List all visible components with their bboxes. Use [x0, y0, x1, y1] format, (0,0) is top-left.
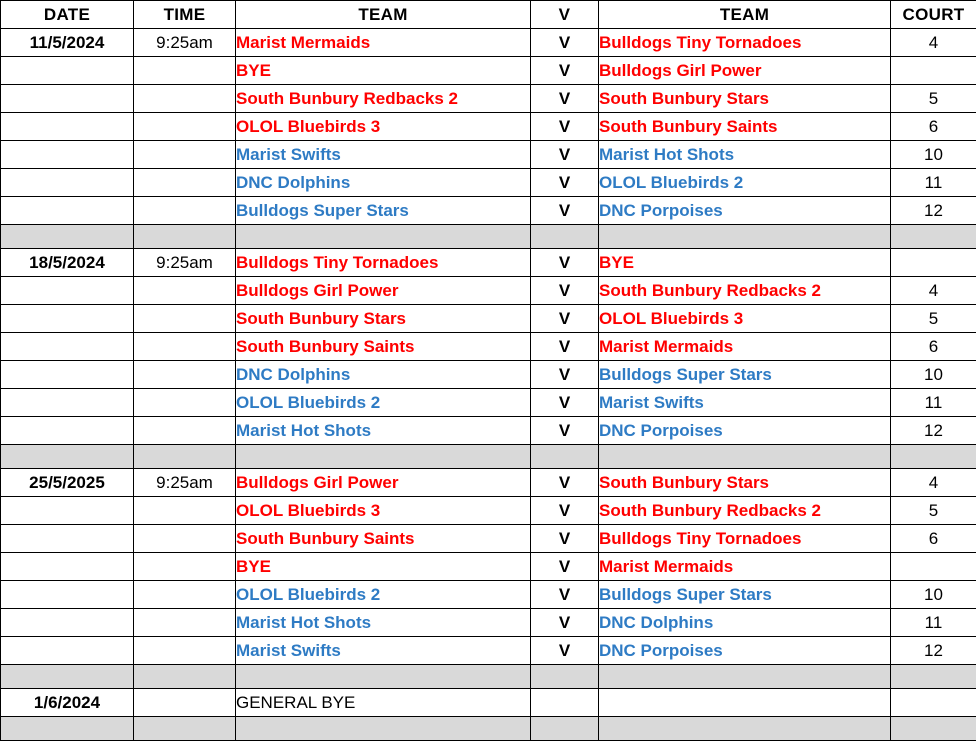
- cell-team-2: South Bunbury Stars: [599, 85, 891, 113]
- cell-versus: V: [531, 85, 599, 113]
- cell-court: 4: [891, 469, 976, 497]
- table-row: [1, 469, 976, 497]
- spacer-cell: [134, 445, 236, 469]
- cell-team-2: Marist Hot Shots: [599, 141, 891, 169]
- column-header-time: TIME: [134, 1, 236, 29]
- spacer-cell: [1, 445, 134, 469]
- cell-team-2: Bulldogs Tiny Tornadoes: [599, 29, 891, 57]
- table-row: [1, 389, 976, 417]
- table-row: [1, 333, 976, 361]
- cell-team-2: Bulldogs Super Stars: [599, 581, 891, 609]
- spacer-cell: [531, 665, 599, 689]
- cell-time: [134, 553, 236, 581]
- cell-date: [1, 141, 134, 169]
- spacer-cell: [236, 225, 531, 249]
- cell-versus: V: [531, 469, 599, 497]
- cell-versus: V: [531, 249, 599, 277]
- spacer-row: [1, 665, 976, 689]
- cell-team-2: Marist Mermaids: [599, 553, 891, 581]
- cell-team-2: South Bunbury Saints: [599, 113, 891, 141]
- cell-time: [134, 609, 236, 637]
- cell-versus: V: [531, 361, 599, 389]
- spacer-row: [1, 445, 976, 469]
- cell-date: [1, 333, 134, 361]
- cell-team-1: Marist Swifts: [236, 141, 531, 169]
- cell-versus: V: [531, 169, 599, 197]
- spacer-row: [1, 225, 976, 249]
- cell-team-2: DNC Porpoises: [599, 637, 891, 665]
- cell-court: 5: [891, 85, 976, 113]
- cell-versus: V: [531, 609, 599, 637]
- cell-versus: V: [531, 417, 599, 445]
- cell-time: [134, 141, 236, 169]
- cell-team-2: DNC Porpoises: [599, 197, 891, 225]
- spacer-cell: [599, 717, 891, 741]
- cell-court: 4: [891, 29, 976, 57]
- cell-versus: V: [531, 29, 599, 57]
- cell-versus: V: [531, 553, 599, 581]
- spacer-cell: [891, 445, 976, 469]
- cell-date: 11/5/2024: [1, 29, 134, 57]
- cell-time: [134, 305, 236, 333]
- column-header-court: COURT: [891, 1, 976, 29]
- cell-court: 11: [891, 609, 976, 637]
- spacer-cell: [1, 717, 134, 741]
- cell-court: 5: [891, 497, 976, 525]
- table-row: [1, 57, 976, 85]
- table-row: [1, 609, 976, 637]
- cell-time: [134, 57, 236, 85]
- cell-time: [134, 169, 236, 197]
- cell-court: 11: [891, 389, 976, 417]
- cell-team-1: Bulldogs Tiny Tornadoes: [236, 249, 531, 277]
- cell-note: GENERAL BYE: [236, 689, 531, 717]
- table-row: [1, 29, 976, 57]
- cell-team-2: Bulldogs Super Stars: [599, 361, 891, 389]
- cell-time: [134, 581, 236, 609]
- cell-versus: V: [531, 497, 599, 525]
- cell-date: [1, 581, 134, 609]
- cell-date: [1, 417, 134, 445]
- spacer-cell: [236, 717, 531, 741]
- cell-time: [134, 277, 236, 305]
- table-row: [1, 305, 976, 333]
- cell-team-1: South Bunbury Saints: [236, 333, 531, 361]
- table-row: [1, 497, 976, 525]
- cell-date: [1, 553, 134, 581]
- spacer-cell: [891, 665, 976, 689]
- cell-court: [891, 57, 976, 85]
- cell-team-1: BYE: [236, 553, 531, 581]
- cell-versus: V: [531, 305, 599, 333]
- cell-team-2: Marist Mermaids: [599, 333, 891, 361]
- spacer-cell: [891, 717, 976, 741]
- cell-time: [134, 637, 236, 665]
- column-header-versus: V: [531, 1, 599, 29]
- cell-team-1: Marist Hot Shots: [236, 609, 531, 637]
- cell-team-1: OLOL Bluebirds 2: [236, 389, 531, 417]
- cell-date: 1/6/2024: [1, 689, 134, 717]
- spacer-cell: [1, 225, 134, 249]
- cell-versus: [531, 689, 599, 717]
- table-row: [1, 113, 976, 141]
- table-row: [1, 249, 976, 277]
- cell-team-2: South Bunbury Redbacks 2: [599, 497, 891, 525]
- cell-time: [134, 417, 236, 445]
- column-header-team-1: TEAM: [236, 1, 531, 29]
- cell-court: 11: [891, 169, 976, 197]
- table-row: [1, 85, 976, 113]
- cell-date: [1, 389, 134, 417]
- table-header: [1, 1, 976, 29]
- table-row: [1, 197, 976, 225]
- table-row: [1, 525, 976, 553]
- cell-date: [1, 169, 134, 197]
- cell-team-1: Bulldogs Girl Power: [236, 277, 531, 305]
- cell-date: [1, 57, 134, 85]
- cell-team-1: OLOL Bluebirds 2: [236, 581, 531, 609]
- table-row: [1, 417, 976, 445]
- spacer-cell: [531, 225, 599, 249]
- cell-team-2: BYE: [599, 249, 891, 277]
- table-row: [1, 553, 976, 581]
- cell-court: 6: [891, 113, 976, 141]
- cell-team-2: OLOL Bluebirds 2: [599, 169, 891, 197]
- cell-team-2: DNC Porpoises: [599, 417, 891, 445]
- cell-time: 9:25am: [134, 249, 236, 277]
- cell-team-1: DNC Dolphins: [236, 361, 531, 389]
- cell-date: [1, 637, 134, 665]
- table-row: [1, 141, 976, 169]
- cell-date: [1, 113, 134, 141]
- cell-court: 4: [891, 277, 976, 305]
- cell-versus: V: [531, 637, 599, 665]
- spacer-cell: [531, 445, 599, 469]
- spacer-cell: [236, 665, 531, 689]
- cell-versus: V: [531, 581, 599, 609]
- cell-team-1: DNC Dolphins: [236, 169, 531, 197]
- cell-court: 6: [891, 333, 976, 361]
- cell-court: 5: [891, 305, 976, 333]
- header-row: [1, 1, 976, 29]
- table-row: [1, 637, 976, 665]
- spacer-cell: [599, 665, 891, 689]
- cell-date: [1, 305, 134, 333]
- cell-team-2: Bulldogs Girl Power: [599, 57, 891, 85]
- cell-team-1: South Bunbury Stars: [236, 305, 531, 333]
- cell-versus: V: [531, 113, 599, 141]
- spacer-cell: [134, 225, 236, 249]
- cell-team-1: Marist Hot Shots: [236, 417, 531, 445]
- cell-time: [134, 497, 236, 525]
- spacer-cell: [134, 717, 236, 741]
- spacer-cell: [891, 225, 976, 249]
- spacer-cell: [1, 665, 134, 689]
- cell-time: [134, 333, 236, 361]
- cell-team-2: South Bunbury Redbacks 2: [599, 277, 891, 305]
- cell-time: [134, 389, 236, 417]
- cell-versus: V: [531, 333, 599, 361]
- cell-versus: V: [531, 197, 599, 225]
- cell-versus: V: [531, 277, 599, 305]
- cell-time: [134, 85, 236, 113]
- cell-time: [134, 689, 236, 717]
- cell-versus: V: [531, 389, 599, 417]
- cell-team-1: South Bunbury Redbacks 2: [236, 85, 531, 113]
- cell-team-1: Bulldogs Girl Power: [236, 469, 531, 497]
- cell-versus: V: [531, 57, 599, 85]
- cell-date: [1, 361, 134, 389]
- cell-court: 12: [891, 637, 976, 665]
- cell-team-2: [599, 689, 891, 717]
- spacer-cell: [134, 665, 236, 689]
- cell-versus: V: [531, 141, 599, 169]
- cell-date: [1, 609, 134, 637]
- cell-court: 10: [891, 361, 976, 389]
- cell-time: [134, 525, 236, 553]
- table-row: [1, 169, 976, 197]
- cell-team-1: Bulldogs Super Stars: [236, 197, 531, 225]
- cell-date: [1, 277, 134, 305]
- cell-time: 9:25am: [134, 469, 236, 497]
- cell-court: [891, 249, 976, 277]
- cell-date: [1, 525, 134, 553]
- cell-court: 10: [891, 581, 976, 609]
- table-row: [1, 277, 976, 305]
- cell-time: [134, 113, 236, 141]
- cell-team-1: OLOL Bluebirds 3: [236, 497, 531, 525]
- table-body: [1, 29, 976, 741]
- cell-team-1: Marist Mermaids: [236, 29, 531, 57]
- column-header-team-2: TEAM: [599, 1, 891, 29]
- cell-date: [1, 197, 134, 225]
- table-row: [1, 581, 976, 609]
- cell-team-1: OLOL Bluebirds 3: [236, 113, 531, 141]
- cell-team-2: OLOL Bluebirds 3: [599, 305, 891, 333]
- note-row: [1, 689, 976, 717]
- cell-team-2: Marist Swifts: [599, 389, 891, 417]
- spacer-row: [1, 717, 976, 741]
- cell-date: [1, 85, 134, 113]
- cell-court: 10: [891, 141, 976, 169]
- cell-time: [134, 361, 236, 389]
- cell-team-2: Bulldogs Tiny Tornadoes: [599, 525, 891, 553]
- cell-date: [1, 497, 134, 525]
- spacer-cell: [531, 717, 599, 741]
- cell-court: [891, 689, 976, 717]
- cell-team-2: South Bunbury Stars: [599, 469, 891, 497]
- cell-date: 18/5/2024: [1, 249, 134, 277]
- cell-team-2: DNC Dolphins: [599, 609, 891, 637]
- cell-court: 12: [891, 197, 976, 225]
- spacer-cell: [599, 445, 891, 469]
- cell-team-1: BYE: [236, 57, 531, 85]
- cell-versus: V: [531, 525, 599, 553]
- cell-time: 9:25am: [134, 29, 236, 57]
- cell-time: [134, 197, 236, 225]
- cell-date: 25/5/2025: [1, 469, 134, 497]
- spacer-cell: [599, 225, 891, 249]
- cell-team-1: South Bunbury Saints: [236, 525, 531, 553]
- spacer-cell: [236, 445, 531, 469]
- cell-court: 6: [891, 525, 976, 553]
- column-header-date: DATE: [1, 1, 134, 29]
- cell-court: 12: [891, 417, 976, 445]
- cell-court: [891, 553, 976, 581]
- table-row: [1, 361, 976, 389]
- cell-team-1: Marist Swifts: [236, 637, 531, 665]
